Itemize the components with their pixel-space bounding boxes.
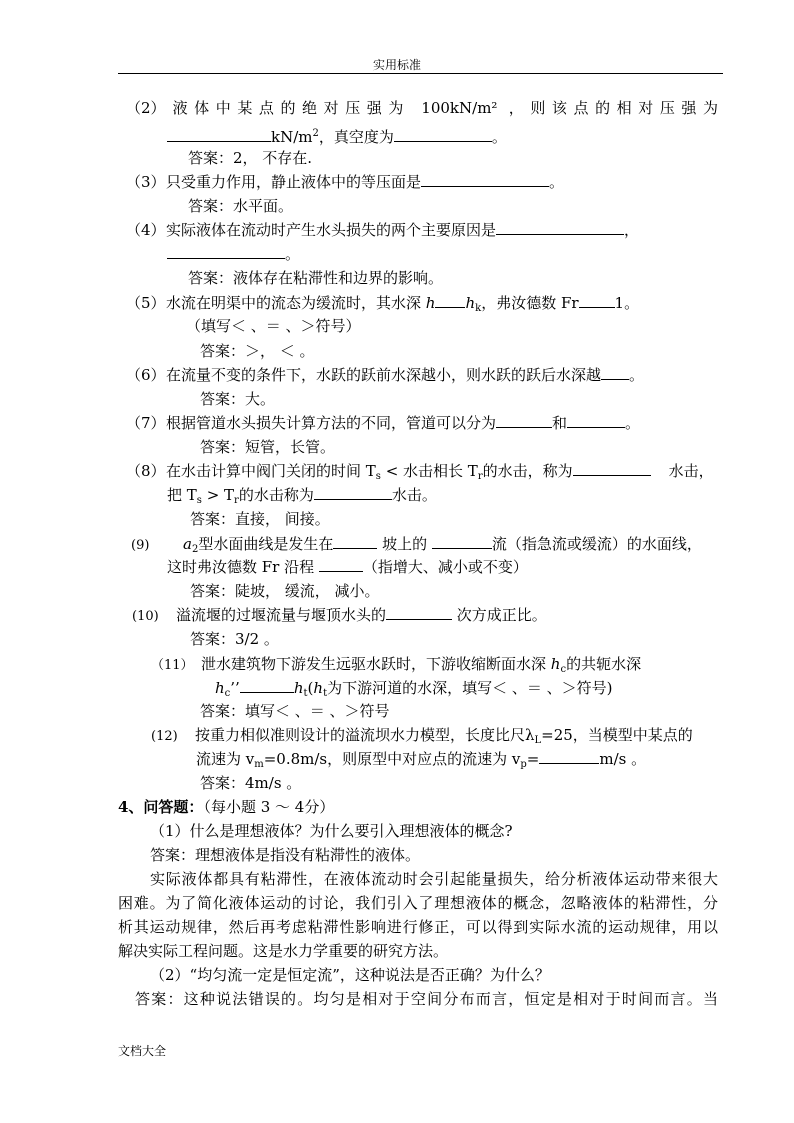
q4-comma: ，: [624, 221, 640, 239]
q12-line1: [151, 725, 693, 751]
q6-line: [126, 365, 644, 385]
q2-unit-sup: 2: [312, 128, 319, 139]
q9-text-a: 型水面曲线是发生在: [198, 535, 334, 553]
q2-number: （2）: [126, 99, 166, 117]
q6-answer: 答案：大。: [200, 390, 276, 408]
q8-blank-1[interactable]: [573, 461, 651, 476]
q11-text-b: 的共轭水深: [566, 655, 642, 673]
q4-blank-2[interactable]: [167, 244, 285, 259]
q11-line1: [151, 654, 641, 680]
q8-line1: [126, 461, 714, 487]
q8-text-c: 的水击，称为: [482, 462, 573, 480]
q11-l2-ht2: h: [313, 679, 324, 697]
q7-number: （7）: [126, 414, 166, 432]
q11-l2-ht2-sub: t: [323, 688, 328, 699]
q2-text: 液体中某点的绝对压强为 100kN/m² ，则该点的相对压强为: [166, 99, 718, 117]
q3-number: （3）: [126, 173, 166, 191]
section4-para-line2: 困难。为了简化液体运动的讨论，我们引入了理想液体的概念，忽略液体的粘滞性，分: [118, 894, 718, 912]
q3-line: [126, 172, 564, 192]
q11-blank[interactable]: [240, 678, 294, 693]
q10-text-a: 溢流堰的过堰流量与堰顶水头的: [176, 606, 387, 624]
q12-l2-a: 流速为 v: [196, 750, 255, 768]
q5-blank-depth[interactable]: [435, 293, 465, 308]
page-footer: 文档大全: [118, 1044, 167, 1058]
section4-a2: 答案：这种说法错误的。均匀是相对于空间分布而言，恒定是相对于时间而言。当: [135, 990, 718, 1008]
q2-answer: 答案：2， 不存在.: [188, 149, 313, 167]
q7-answer: 答案：短管，长管。: [200, 438, 336, 456]
section4-title: 4、问答题：: [118, 798, 204, 816]
q10-number: (10): [132, 609, 159, 624]
q2-end: 。: [491, 128, 507, 146]
q5-hk: h: [465, 294, 476, 312]
q2-blank-relative[interactable]: [167, 127, 271, 142]
q11-l2-quote: ’’: [230, 679, 240, 697]
q8-l2-b: > T: [201, 486, 235, 504]
q12-lambda-sub: L: [534, 735, 542, 746]
q2-vacuum-label: ，真空度为: [318, 128, 394, 146]
q2-blank-vacuum[interactable]: [394, 127, 492, 142]
q11-l2-hc: h: [215, 679, 225, 697]
q12-text-a: 按重力相似准则设计的溢流坝水力模型，长度比尺λ: [195, 726, 535, 744]
q8-l2-a: 把 T: [167, 486, 197, 504]
q11-l2-ht-sub: t: [303, 688, 308, 699]
q12-l2-d: m/s 。: [599, 750, 647, 768]
q4-blank-1[interactable]: [496, 220, 624, 235]
q4-answer: 答案：液体存在粘滞性和边界的影响。: [188, 269, 444, 287]
q11-number: （11）: [151, 658, 194, 673]
q8-text-a: 在水击计算中阀门关闭的时间 T: [166, 462, 376, 480]
q4-number: （4）: [126, 221, 166, 239]
q12-text-b: =25，当模型中某点的: [541, 726, 693, 744]
q5-text-b: ，弗汝德数 Fr: [481, 294, 579, 312]
q9-text-c: 流（指急流或缓流）的水面线，: [491, 535, 702, 553]
q5-number: （5）: [126, 294, 166, 312]
q7-end: 。: [625, 414, 641, 432]
q4-text: 实际液体在流动时产生水头损失的两个主要原因是: [166, 221, 497, 239]
q9-a2-sub: 2: [191, 544, 199, 555]
q12-sub-p: p: [520, 759, 527, 770]
header-title: 实用标准: [372, 58, 421, 72]
q3-blank[interactable]: [421, 172, 549, 187]
q8-text-b: < 水击相长 T: [380, 462, 478, 480]
q12-l2-b: =0.8m/s，则原型中对应点的流速为 v: [263, 750, 521, 768]
q8-text-d: 水击，: [668, 462, 714, 480]
q9-a2: a: [183, 535, 192, 553]
q5-hk-sub: k: [475, 303, 482, 314]
q8-l2-d: 水击。: [391, 486, 437, 504]
q11-text-a: 泄水建筑物下游发生远驱水跃时，下游收缩断面水深: [201, 655, 551, 673]
header-divider: [118, 73, 723, 74]
section4-para-line3: 析其运动规律，然后再考虑粘滞性影响进行修正，可以得到实际水流的运动规律，用以: [118, 918, 718, 936]
q6-text: 在流量不变的条件下，水跃的跃前水深越小，则水跃的跃后水深越: [166, 366, 602, 384]
q4-end: 。: [285, 245, 301, 263]
q8-sub-s: s: [375, 471, 381, 482]
q9-blank-3[interactable]: [319, 557, 363, 572]
q8-sub-r: r: [477, 471, 483, 482]
q9-number: (9): [131, 538, 150, 553]
q8-l2-sub-r: r: [234, 495, 239, 506]
q11-l2-paren: (: [307, 679, 314, 697]
q9-text-b: 坡上的: [377, 535, 432, 553]
q3-answer: 答案：水平面。: [188, 197, 294, 215]
q11-hc: h: [550, 655, 561, 673]
q7-text-b: 和: [552, 414, 568, 432]
q8-blank-2[interactable]: [314, 485, 392, 500]
q12-l2-c: =: [526, 750, 540, 768]
section4-q2: （2）“均匀流一定是恒定流”，这种说法是否正确？为什么？: [150, 966, 550, 984]
q6-end: 。: [629, 366, 645, 384]
q7-line: [126, 413, 640, 433]
q12-line2: [196, 749, 646, 775]
section4-para-line4: 解决实际工程问题。这是水力学重要的研究方法。: [118, 942, 449, 960]
q9-answer: 答案：陡坡， 缓流， 减小。: [190, 582, 380, 600]
q10-blank[interactable]: [386, 605, 452, 620]
q2-unit: kN/m: [271, 128, 313, 146]
q11-l2-b: 为下游河道的水深，填写＜ 、＝ 、＞符号): [327, 679, 613, 697]
q2-line1: [126, 98, 718, 118]
section4-q1: （1）什么是理想液体？为什么要引入理想液体的概念?: [150, 822, 513, 840]
q5-note: （填写＜ 、＝ 、＞符号）: [186, 317, 361, 335]
q9-l2-a: 这时弗汝德数 Fr 沿程: [167, 558, 319, 576]
q11-l2-ht: h: [293, 679, 304, 697]
q11-answer: 答案：填写＜ 、＝ 、＞符号: [200, 702, 390, 720]
q8-l2-sub-s: s: [196, 495, 202, 506]
q11-hc-sub: c: [560, 664, 567, 675]
q5-answer: 答案：＞， ＜ 。: [200, 342, 315, 360]
section4-heading: [118, 797, 334, 817]
q4-line2: [167, 244, 300, 264]
q5-text-c: 1。: [614, 294, 640, 312]
section4-score: （每小题 3 ～ 4分）: [203, 798, 335, 816]
q5-h: h: [425, 294, 436, 312]
q12-sub-m: m: [254, 759, 264, 770]
q9-line2: [167, 557, 528, 577]
q7-blank-1[interactable]: [496, 413, 552, 428]
q6-blank[interactable]: [601, 365, 629, 380]
q2-line2: [167, 124, 507, 147]
q12-answer: 答案：4m/s 。: [200, 774, 302, 792]
q5-text-a: 水流在明渠中的流态为缓流时，其水深: [166, 294, 426, 312]
q3-text: 只受重力作用，静止液体中的等压面是: [166, 173, 422, 191]
q8-answer: 答案：直接， 间接。: [190, 510, 330, 528]
q10-line: [132, 605, 547, 627]
q8-number: （8）: [126, 462, 166, 480]
q4-line1: [126, 220, 639, 240]
section4-a1: 答案：理想液体是指没有粘滞性的液体。: [150, 846, 421, 864]
q8-l2-c: 的水击称为: [238, 486, 314, 504]
q12-blank[interactable]: [539, 749, 599, 764]
q10-text-b: 次方成正比。: [452, 606, 547, 624]
q11-l2-hc-sub: c: [224, 688, 231, 699]
q6-number: （6）: [126, 366, 166, 384]
q7-blank-2[interactable]: [567, 413, 625, 428]
q9-l2-b: （指增大、减小或不变）: [362, 558, 528, 576]
q8-line2: [167, 485, 437, 511]
q7-text-a: 根据管道水头损失计算方法的不同，管道可以分为: [166, 414, 497, 432]
q12-number: (12): [151, 729, 178, 744]
q9-blank-1[interactable]: [333, 534, 377, 549]
q5-blank-fr[interactable]: [579, 293, 615, 308]
q9-blank-2[interactable]: [432, 534, 492, 549]
q3-end: 。: [549, 173, 565, 191]
q10-answer: 答案：3/2 。: [190, 630, 279, 648]
section4-para-line1: 实际液体都具有粘滞性，在液体流动时会引起能量损失，给分析液体运动带来很大: [150, 870, 718, 888]
